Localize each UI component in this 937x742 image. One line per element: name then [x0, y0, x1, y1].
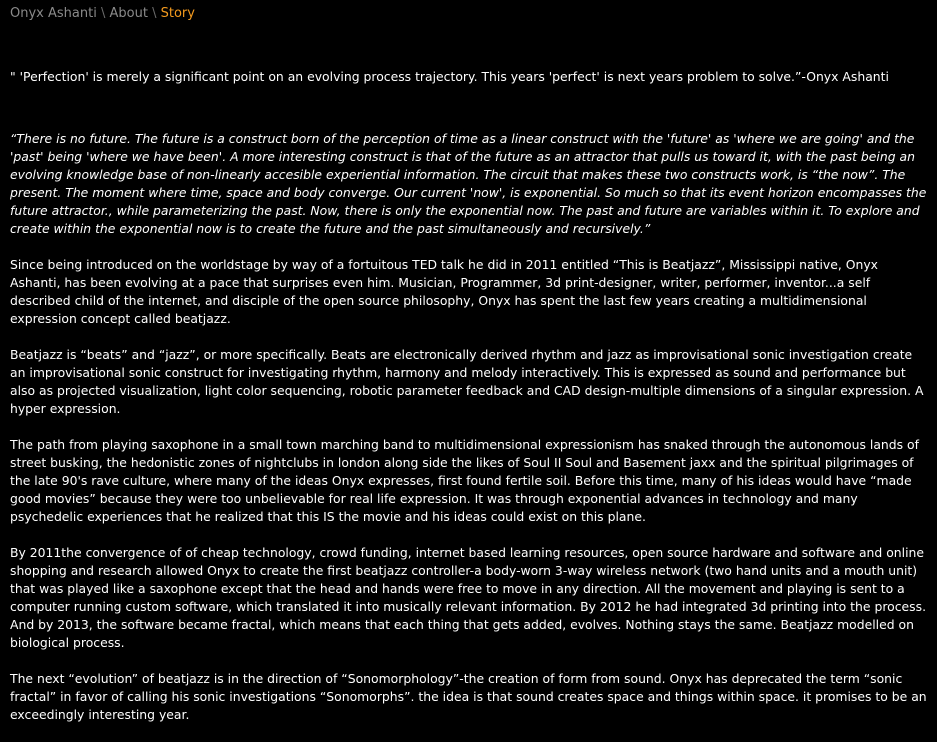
- breadcrumb-current-page: Story: [160, 6, 195, 21]
- story-paragraph-intro: Since being introduced on the worldstage by way of a fortuitous TED talk he did in 2011 entitled “This is Beatjazz”, Mississippi native, Onyx Ashanti, has been evolving at a pace that surprises even him. Musician, Programmer, 3d print-designer, writer, performer, inventor...a self described child of the internet, and disciple of the open source philosophy, Onyx has spent the last few years creating a multidimensional expression concept called beatjazz.: [10, 257, 879, 326]
- breadcrumb-separator: \: [152, 6, 157, 21]
- story-content: [10, 68, 930, 742]
- breadcrumb-link-about[interactable]: About: [109, 6, 148, 21]
- future-quote: “There is no future. The future is a construct born of the perception of time as a linear construct with the 'future' as 'where we are going' and the 'past' being 'where we have been'. A more interesting construct is that of the future as an attractor that pulls us toward it, with the past being an evolving knowledge base of non-linearly accesible experiential information. The circuit that makes these two constructs work, is “the now”. The present. The moment where time, space and body converge. Our current 'now', is exponential. So much so that its event horizon encompasses the future attractor., while parameterizing the past. Now, there is only the exponential now. The past and future are variables within it. To explore and create within the exponential now is to create the future and the past simultaneously and recursively.”: [10, 131, 927, 236]
- breadcrumb: [10, 5, 195, 23]
- breadcrumb-separator: \: [100, 6, 106, 21]
- breadcrumb-link-onyx-ashanti[interactable]: Onyx Ashanti: [10, 6, 97, 21]
- story-paragraph-2011-convergence: By 2011the convergence of of cheap technology, crowd funding, internet based learning resources, open source hardware and software and online shopping and research allowed Onyx to create the first beatjazz controller-a body-worn 3-way wireless network (two hand units and a mouth unit) that was played like a saxophone except that the head and hands were free to move in any direction. All the movement and playing is sent to a computer running custom software, which translated it into musically relevant information. By 2012 he had integrated 3d printing into the process. And by 2013, the software became fractal, which means that each thing that gets added, evolves. Nothing stays the same. Beatjazz modelled on biological process.: [10, 545, 927, 650]
- epigraph-quote: " 'Perfection' is merely a significant point on an evolving process trajectory. This years 'perfect' is next years problem to solve.”-Onyx Ashanti: [10, 69, 889, 84]
- story-paragraph-path: The path from playing saxophone in a small town marching band to multidimensional expressionism has snaked through the autonomous lands of street busking, the hedonistic zones of nightclubs in london along side the likes of Soul II Soul and Basement jaxx and the spiritual pilgrimages of the late 90's rave culture, where many of the ideas Onyx expresses, first found fertile soil. Before this time, many of his ideas would have “made good movies” because they were too unbelievable for real life expression. It was through exponential advances in technology and many psychedelic experiences that he realized that this IS the movie and his ideas could exist on this plane.: [10, 437, 919, 524]
- story-paragraph-next-evolution: The next “evolution” of beatjazz is in the direction of “Sonomorphology”-the creation of form from sound. Onyx has deprecated the term “sonic fractal” in favor of calling his sonic investigations “Sonomorphs”. the idea is that sound creates space and things within space. it promises to be an exceedingly interesting year.: [10, 671, 927, 722]
- story-paragraph-beatjazz-definition: Beatjazz is “beats” and “jazz”, or more specifically. Beats are electronically derived rhythm and jazz as improvisational sonic investigation create an improvisational sonic construct for investigating rhythm, harmony and melody interactively. This is expressed as sound and performance but also as projected visualization, light color sequencing, robotic parameter feedback and CAD design-multiple dimensions of a singular expression. A hyper expression.: [10, 347, 924, 416]
